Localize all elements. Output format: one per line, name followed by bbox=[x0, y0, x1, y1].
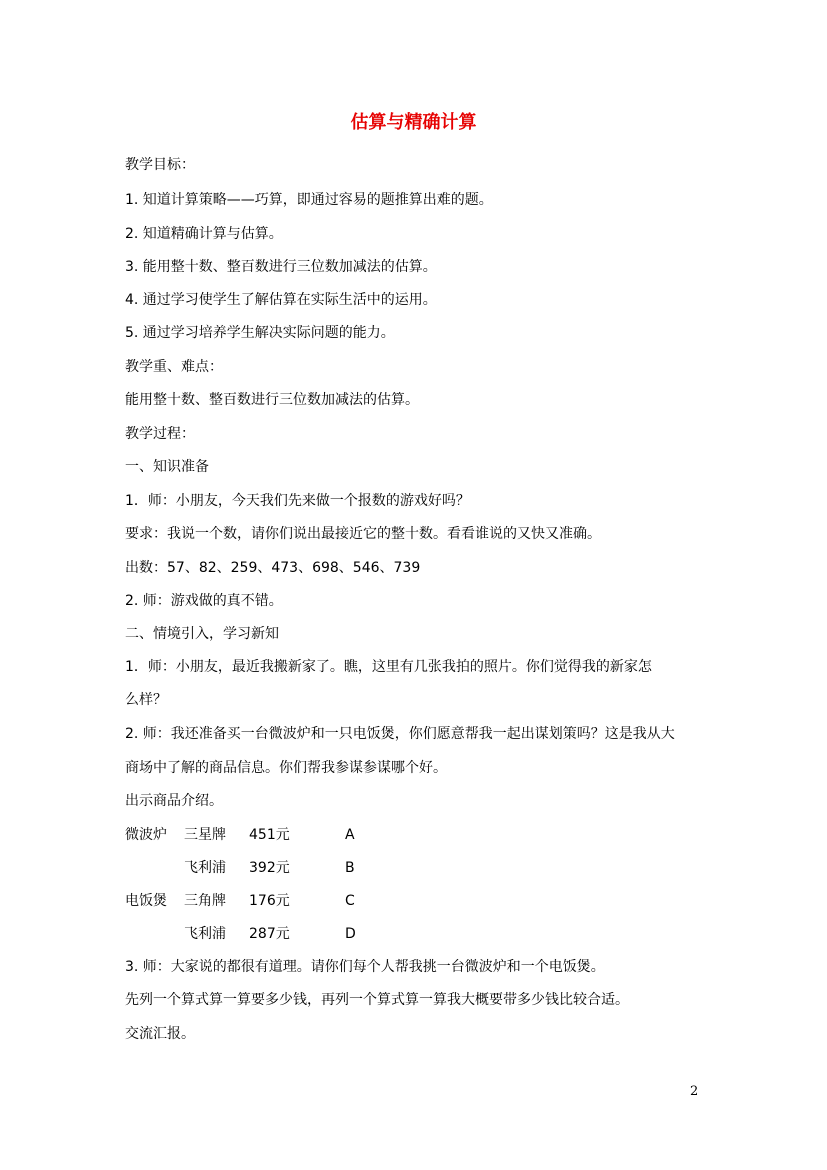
paragraph-line: 2. 知道精确计算与估算。 bbox=[125, 226, 283, 242]
product-price: 451元 bbox=[249, 827, 290, 843]
paragraph-line: 先列一个算式算一算要多少钱，再列一个算式算一算我大概要带多少钱比较合适。 bbox=[125, 992, 629, 1008]
product-code: C bbox=[345, 893, 355, 909]
subsection-heading: 二、情境引入，学习新知 bbox=[125, 626, 279, 642]
paragraph-line: 要求：我说一个数，请你们说出最接近它的整十数。看看谁说的又快又准确。 bbox=[125, 526, 601, 542]
paragraph-line: 出数：57、82、259、473、698、546、739 bbox=[125, 560, 421, 576]
paragraph-line: 1. 知道计算策略——巧算，即通过容易的题推算出难的题。 bbox=[125, 192, 493, 208]
paragraph-line: 能用整十数、整百数进行三位数加减法的估算。 bbox=[125, 392, 419, 408]
product-price: 392元 bbox=[249, 860, 290, 876]
paragraph-line: 4. 通过学习使学生了解估算在实际生活中的运用。 bbox=[125, 292, 437, 308]
page-number: 2 bbox=[690, 1084, 699, 1099]
paragraph-line: 2. 师：我还准备买一台微波炉和一只电饭煲，你们愿意帮我一起出谋划策吗？这是我从大 bbox=[125, 726, 675, 742]
product-code: D bbox=[345, 926, 356, 942]
product-category: 电饭煲 bbox=[125, 893, 167, 909]
section-heading-key-points: 教学重、难点： bbox=[125, 359, 223, 375]
product-brand: 三星牌 bbox=[184, 827, 226, 843]
paragraph-line: 商场中了解的商品信息。你们帮我参谋参谋哪个好。 bbox=[125, 760, 447, 776]
product-code: A bbox=[345, 827, 355, 843]
subsection-heading: 一、知识准备 bbox=[125, 459, 209, 475]
product-code: B bbox=[345, 860, 355, 876]
paragraph-line: 么样？ bbox=[125, 692, 167, 708]
product-price: 287元 bbox=[249, 926, 290, 942]
product-category: 微波炉 bbox=[125, 827, 167, 843]
paragraph-line: 3. 师：大家说的都很有道理。请你们每个人帮我挑一台微波炉和一个电饭煲。 bbox=[125, 959, 605, 975]
section-heading-objectives: 教学目标： bbox=[125, 157, 195, 173]
paragraph-line: 1．师：小朋友，最近我搬新家了。瞧，这里有几张我拍的照片。你们觉得我的新家怎 bbox=[125, 659, 652, 675]
document-title: 估算与精确计算 bbox=[350, 112, 477, 133]
paragraph-line: 交流汇报。 bbox=[125, 1026, 195, 1042]
section-heading-process: 教学过程： bbox=[125, 426, 195, 442]
paragraph-line: 出示商品介绍。 bbox=[125, 793, 223, 809]
product-brand: 三角牌 bbox=[184, 893, 226, 909]
paragraph-line: 5. 通过学习培养学生解决实际问题的能力。 bbox=[125, 325, 395, 341]
paragraph-line: 3. 能用整十数、整百数进行三位数加减法的估算。 bbox=[125, 259, 437, 275]
paragraph-line: 2. 师：游戏做的真不错。 bbox=[125, 593, 283, 609]
product-price: 176元 bbox=[249, 893, 290, 909]
paragraph-line: 1．师：小朋友，今天我们先来做一个报数的游戏好吗？ bbox=[125, 493, 470, 509]
product-brand: 飞利浦 bbox=[184, 926, 226, 942]
product-brand: 飞利浦 bbox=[184, 860, 226, 876]
